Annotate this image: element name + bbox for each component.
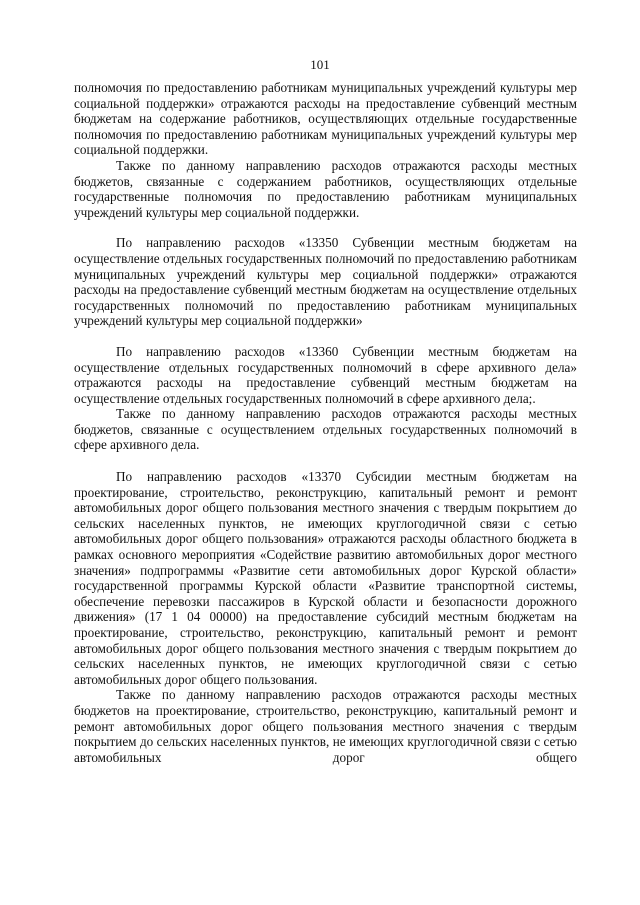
paragraph-also-expenses-roads: Также по данному направлению расходов отражаются расходы местных бюджетов на проектирование, строительство, реконструкцию, капитальный ремонт и ремонт автомобильных дорог общего пользования местного значения с твердым покрытием до сельских населенных пунктов, не имеющих круглогодичной связи с сетью автомобильных дорог общего: [74, 687, 577, 765]
document-body: [74, 80, 577, 765]
paragraph-also-expenses-archive: Также по данному направлению расходов отражаются расходы местных бюджетов, связанные с осуществлением отдельных государственных полномочий в сфере архивного дела.: [74, 406, 577, 453]
paragraph-continuation: полномочия по предоставлению работникам муниципальных учреждений культуры мер социальной поддержки» отражаются расходы на предоставление субвенций местным бюджетам на содержание работников, осуществляющих отдельные государственные полномочия по предоставлению работникам муниципальных учреждений культуры мер социальной поддержки.: [74, 80, 577, 158]
paragraph-13360: По направлению расходов «13360 Субвенции местным бюджетам на осуществление отдельных государственных полномочий в сфере архивного дела» отражаются расходы на предоставление субвенций местным бюджетам на осуществление отдельных государственных полномочий в сфере архивного дела;.: [74, 343, 577, 406]
paragraph-13350: По направлению расходов «13350 Субвенции местным бюджетам на осуществление отдельных государственных полномочий по предоставлению работникам муниципальных учреждений культуры мер социальной поддержки» отражаются расходы на предоставление субвенций местным бюджетам на осуществление отдельных государственных полномочий по предоставлению работникам муниципальных учреждений культуры мер социальной поддержки»: [74, 235, 577, 329]
paragraph-gap: [74, 453, 577, 469]
paragraph-also-expenses-culture: Также по данному направлению расходов отражаются расходы местных бюджетов, связанные с содержанием работников, осуществляющих отдельные государственные полномочия по предоставлению работникам муниципальных учреждений культуры мер социальной поддержки.: [74, 157, 577, 220]
paragraph-gap: [74, 220, 577, 235]
paragraph-gap: [74, 329, 577, 344]
paragraph-13370: По направлению расходов «13370 Субсидии местным бюджетам на проектирование, строительство, реконструкцию, капитальный ремонт и ремонт автомобильных дорог общего пользования местного значения с твердым покрытием до сельских населенных пунктов, не имеющих круглогодичной связи с сетью автомобильных дорог общего пользования» отражаются расходы областного бюджета в рамках основного мероприятия «Содействие развитию автомобильных дорог местного значения» подпрограммы «Развитие сети автомобильных дорог Курской области» государственной программы Курской области «Развитие транспортной системы, обеспечение перевозки пассажиров в Курской области и безопасности дорожного движения» (17 1 04 00000) на предоставление субсидий местным бюджетам на проектирование, строительство, реконструкцию, капитальный ремонт и ремонт автомобильных дорог общего пользования местного значения с твердым покрытием до сельских населенных пунктов, не имеющих круглогодичной связи с сетью автомобильных дорог общего пользования.: [74, 469, 577, 687]
page-number: 101: [310, 57, 330, 72]
